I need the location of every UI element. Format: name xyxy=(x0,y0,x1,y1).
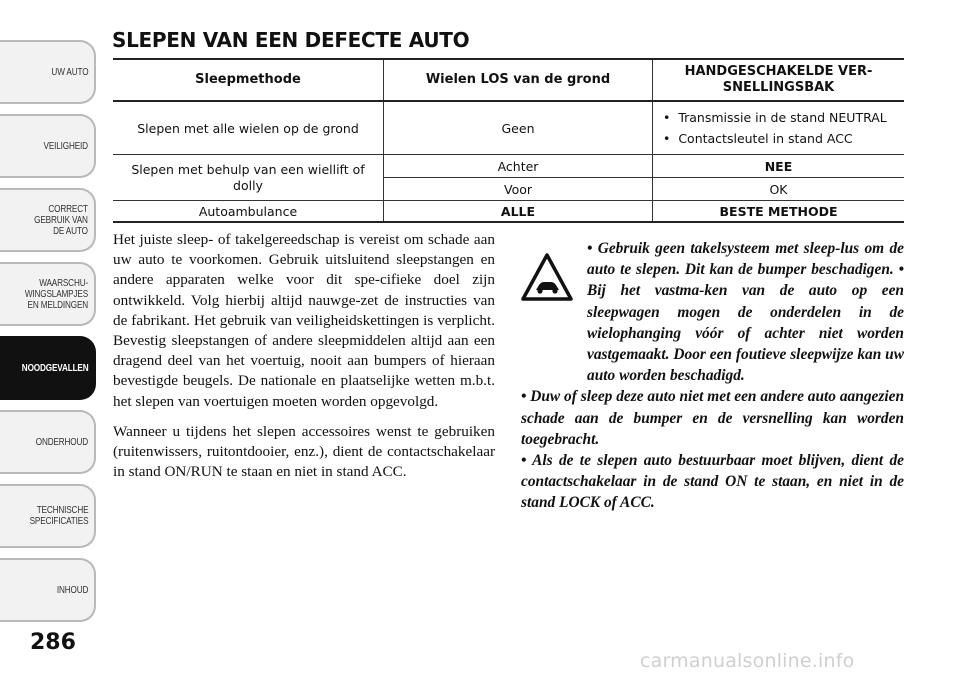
tab-uw-auto[interactable]: UW AUTO xyxy=(0,40,96,104)
page-number: 286 xyxy=(30,630,76,655)
table-cell: Slepen met behulp van een wiellift of dolly xyxy=(113,155,384,201)
table-header-wheels: Wielen LOS van de grond xyxy=(384,59,653,101)
table-cell: Voor xyxy=(384,178,653,201)
table-cell: Autoambulance xyxy=(113,201,384,223)
towing-table xyxy=(113,58,904,223)
table-header-manual-transmission: HANDGESCHAKELDE VER- SNELLINGSBAK xyxy=(653,59,905,101)
page-title: SLEPEN VAN EEN DEFECTE AUTO xyxy=(112,28,470,52)
warning-paragraph: • Gebruik geen takelsysteem met sleep-lus om de auto te slepen. Dit kan de bumper beschadigen. • Bij het vastma-ken van de auto op een sleepwagen mogen de onderdelen in de wielophanging vóór of achter niet worden vastgemaakt. Door een foutieve sleepwijze kan uw auto worden beschadigd. xyxy=(587,240,904,385)
table-cell-bullets xyxy=(653,101,905,155)
bullet-item: • Contactsleutel in stand ACC xyxy=(663,131,853,146)
warning-text xyxy=(521,238,904,514)
table-cell: OK xyxy=(769,181,788,197)
table-cell: Slepen met alle wielen op de grond xyxy=(113,101,384,155)
table-cell: Achter xyxy=(384,155,653,178)
tab-technische-specificaties[interactable]: TECHNISCHE SPECIFICATIES xyxy=(0,484,96,548)
tab-veiligheid[interactable]: VEILIGHEID xyxy=(0,114,96,178)
tab-noodgevallen[interactable]: NOODGEVALLEN xyxy=(0,336,96,400)
table-cell: NEE xyxy=(653,155,905,178)
paragraph: Het juiste sleep- of takelgereedschap is vereist om schade aan uw auto te voorkomen. Gebruik uitsluitend sleepstangen en andere apparaten welke voor dit spe-cifieke doel zijn ontwikkeld. Volg hierbij altijd nauwge-zet de instructies van de fabrikant. Het gebruik van veiligheidskettingen is verplicht. Bevestig sleepstangen of andere sleepmiddelen altijd aan een dragend deel van het voertuig, nooit aan bumpers of hieraan bevestigde beugels. De nationale en plaatselijke wetten m.b.t. het slepen van voertuigen moeten worden opgevolgd. xyxy=(113,231,495,410)
tab-onderhoud[interactable]: ONDERHOUD xyxy=(0,410,96,474)
body-text xyxy=(113,230,495,492)
table-row xyxy=(113,101,904,155)
table-header-method: Sleepmethode xyxy=(113,59,384,101)
table-cell: Geen xyxy=(384,101,653,155)
tab-correct-gebruik[interactable]: CORRECT GEBRUIK VAN DE AUTO xyxy=(0,188,96,252)
table-cell: ALLE xyxy=(384,201,653,223)
table-row xyxy=(113,201,904,223)
bullet-item: • Transmissie in de stand NEUTRAL xyxy=(663,110,887,125)
warning-paragraph: • Duw of sleep deze auto niet met een andere auto aangezien schade aan de bumper en de versnelling kan worden toegebracht. xyxy=(521,388,904,448)
tab-inhoud[interactable]: INHOUD xyxy=(0,558,96,622)
warning-paragraph: • Als de te slepen auto bestuurbaar moet blijven, dient de contactschakelaar in de stand ON te staan, en niet in de stand LOCK of ACC. xyxy=(521,452,904,512)
table-cell: BESTE METHODE xyxy=(653,201,905,223)
watermark: carmanualsonline.info xyxy=(640,650,855,672)
tab-waarschuwingslampjes[interactable]: WAARSCHU- WINGSLAMPJES EN MELDINGEN xyxy=(0,262,96,326)
paragraph: Wanneer u tijdens het slepen accessoires wenst te gebruiken (ruitenwissers, ruitontdooier, enz.), dient de contactschakelaar in stand ON/RUN te staan en niet in stand ACC. xyxy=(113,422,495,481)
table-row xyxy=(113,155,904,178)
